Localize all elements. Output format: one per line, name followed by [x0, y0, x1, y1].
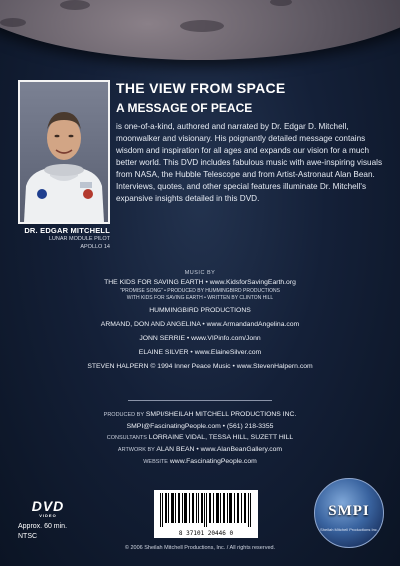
music-label: MUSIC BY: [184, 270, 216, 276]
dvd-logo-subtext: VIDEO: [39, 513, 57, 518]
dvd-logo-text: DVD: [31, 498, 65, 514]
artwork-label: ARTWORK BY: [117, 447, 155, 453]
dvd-video-logo: [26, 499, 70, 518]
credit-line-hummingbird: HUMMINGBIRD PRODUCTIONS: [149, 307, 251, 314]
artwork-line: [20, 444, 380, 456]
caption-mission: APOLLO 14: [80, 244, 110, 250]
runtime-text: Approx. 60 min.: [18, 523, 68, 530]
astronaut-photo: [18, 80, 110, 224]
credit-line-armand: ARMAND, DON AND ANGELINA • www.ArmandandAngelina.com: [100, 321, 300, 328]
barcode: [154, 490, 258, 538]
music-credits: [20, 268, 380, 372]
photo-caption: [14, 226, 110, 251]
format-text: NTSC: [18, 533, 38, 540]
consultants-line: [20, 432, 380, 444]
website-value: www.FascinatingPeople.com: [169, 458, 257, 465]
production-credits: [20, 409, 380, 468]
consultants-label: CONSULTANTS: [106, 435, 147, 441]
credit-line-written-by: WITH KIDS FOR SAVING EARTH • WRITTEN BY CLINTON HILL: [126, 295, 274, 301]
produced-by-line: [20, 409, 380, 421]
credit-line-jonn: JONN SERRIE • www.VIPinfo.com/Jonn: [139, 335, 261, 342]
credit-line-halpern: STEVEN HALPERN © 1994 Inner Peace Music • www.StevenHalpern.com: [87, 363, 313, 370]
smpi-ring-text: Sheilah Mitchell Productions Inc.: [320, 527, 378, 532]
smpi-logo-text: SMPI: [328, 503, 370, 519]
page-title: THE VIEW FROM SPACE: [116, 80, 286, 96]
page-subtitle: A MESSAGE OF PEACE: [116, 101, 253, 115]
barcode-bars: [158, 493, 254, 527]
artwork-value: ALAN BEAN • www.AlanBeanGallery.com: [156, 446, 283, 453]
smpi-logo: [314, 478, 384, 548]
section-divider: [128, 400, 272, 401]
barcode-digits: 8 37101 20446 0: [178, 530, 234, 537]
credit-line-elaine: ELAINE SILVER • www.ElaineSilver.com: [138, 349, 262, 356]
copyright-notice: © 2006 Sheilah Mitchell Productions, Inc. / All rights reserved.: [124, 545, 276, 551]
intro-paragraph: is one-of-a-kind, authored and narrated by Dr. Edgar D. Mitchell, moonwalker and visionary. His poignantly detailed message contains wisdom and inspiration for all ages and expands our vision for a much better world. This DVD includes fabulous music with awe-inspiring visuals from NASA, the Hubble Telescope and from Artist-Astronaut Alan Bean. Interviews, quotes, and other special features illuminate Dr. Mitchell's expansive insights detailed in this DVD.: [116, 122, 383, 203]
runtime-info: [18, 522, 67, 542]
caption-role: LUNAR MODULE PILOT: [48, 236, 110, 242]
website-line: [20, 456, 380, 468]
credit-line-kids: THE KIDS FOR SAVING EARTH • www.KidsforSavingEarth.org: [104, 279, 296, 286]
moon-surface-image: [0, 0, 400, 60]
caption-name: DR. EDGAR MITCHELL: [24, 226, 110, 235]
produced-label: PRODUCED BY: [103, 412, 144, 418]
website-label: WEBSITE: [143, 459, 168, 465]
credit-line-promise-song: "PROMISE SONG" • PRODUCED BY HUMMINGBIRD PRODUCTIONS: [120, 288, 280, 294]
consultants-value: LORRAINE VIDAL, TESSA HILL, SUZETT HILL: [148, 434, 294, 441]
produced-value: SMPI/SHEILAH MITCHELL PRODUCTIONS INC.: [145, 411, 297, 418]
contact-line: SMPI@FascinatingPeople.com • (561) 218-3355: [126, 423, 274, 430]
